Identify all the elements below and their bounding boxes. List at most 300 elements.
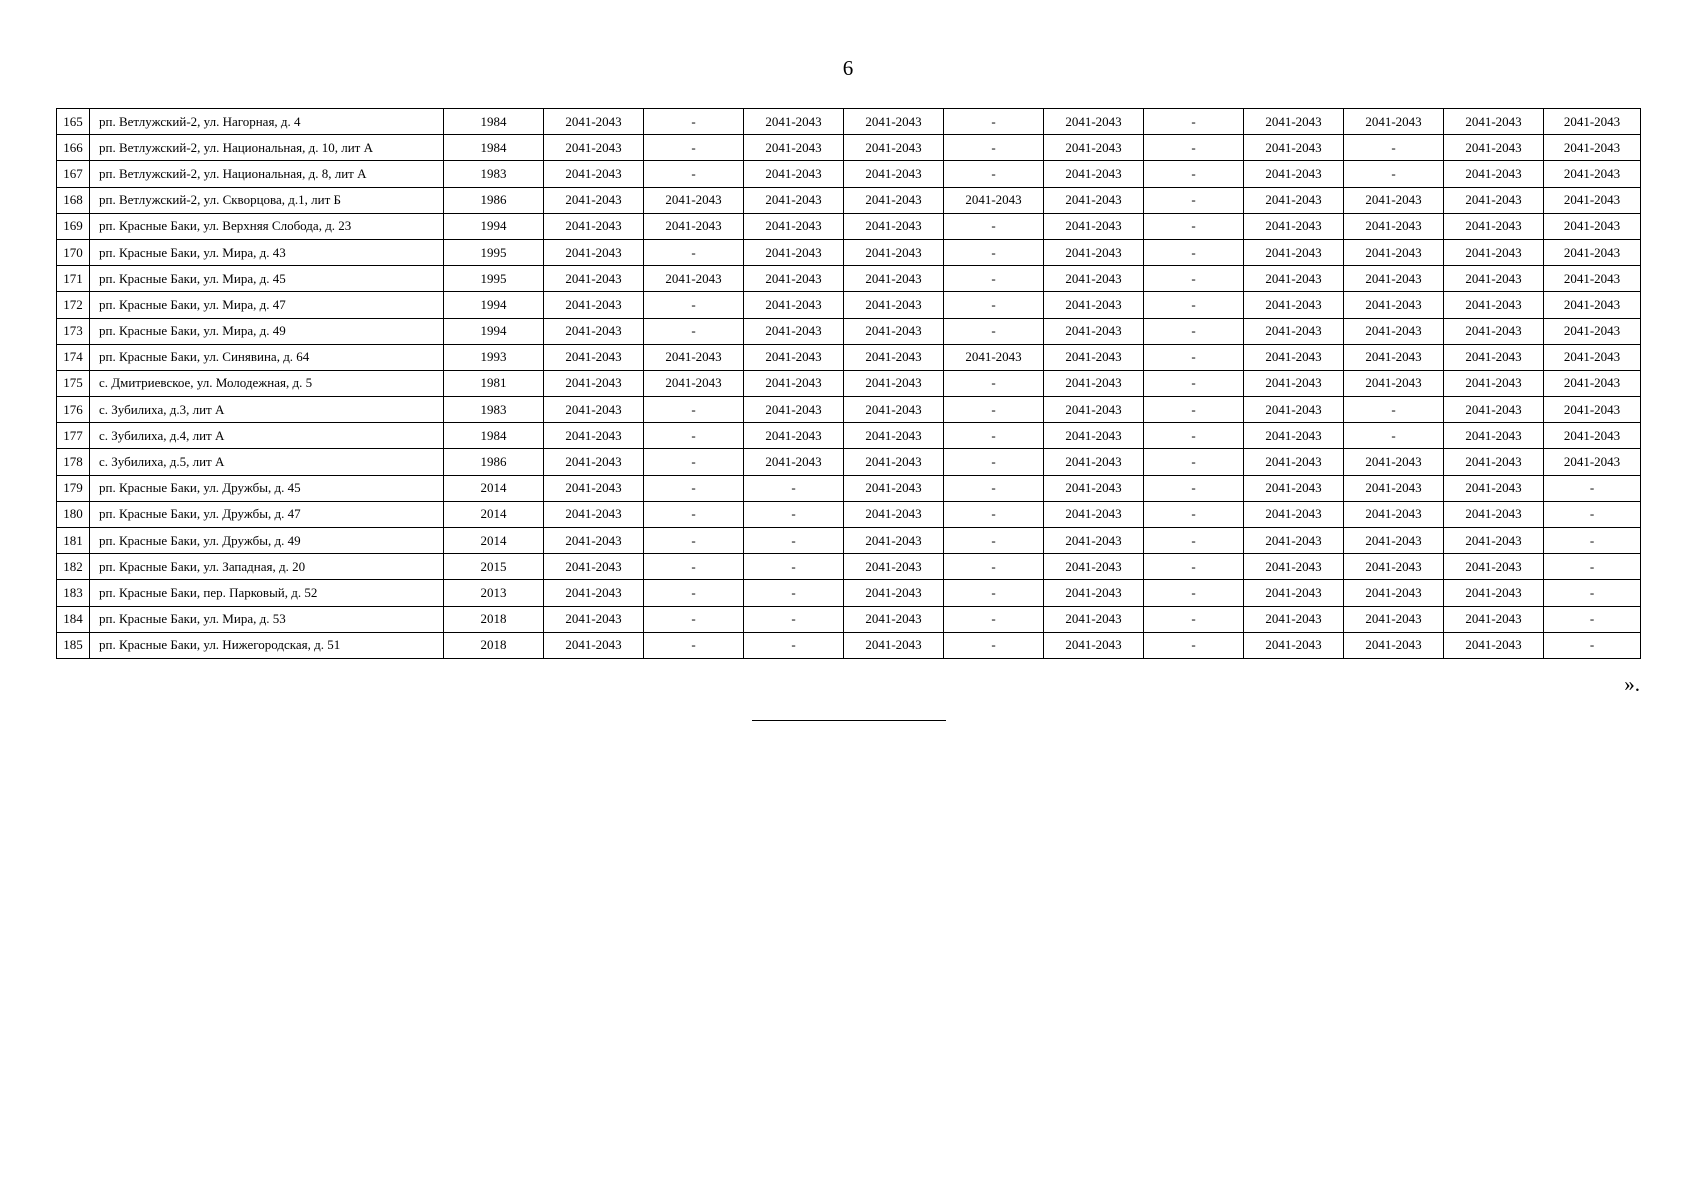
table-row bbox=[57, 397, 1641, 423]
repair-period-cell: 2041-2043 bbox=[844, 606, 944, 632]
repair-period-cell: - bbox=[744, 475, 844, 501]
row-number-cell: 167 bbox=[57, 161, 90, 187]
year-built-cell: 2015 bbox=[444, 554, 544, 580]
repair-period-cell: 2041-2043 bbox=[1444, 606, 1544, 632]
repair-period-cell: - bbox=[744, 528, 844, 554]
repair-period-cell: - bbox=[1144, 580, 1244, 606]
repair-period-cell: 2041-2043 bbox=[844, 213, 944, 239]
repair-period-cell: 2041-2043 bbox=[844, 397, 944, 423]
repair-period-cell: - bbox=[944, 397, 1044, 423]
repair-period-cell: 2041-2043 bbox=[1244, 292, 1344, 318]
table-row bbox=[57, 370, 1641, 396]
address-cell: с. Зубилиха, д.4, лит А bbox=[90, 423, 444, 449]
row-number-cell: 180 bbox=[57, 501, 90, 527]
table-row bbox=[57, 528, 1641, 554]
repair-period-cell: - bbox=[944, 318, 1044, 344]
repair-period-cell: 2041-2043 bbox=[544, 475, 644, 501]
repair-period-cell: 2041-2043 bbox=[1544, 318, 1641, 344]
repair-period-cell: - bbox=[1344, 423, 1444, 449]
address-cell: рп. Красные Баки, ул. Западная, д. 20 bbox=[90, 554, 444, 580]
repair-period-cell: 2041-2043 bbox=[1344, 580, 1444, 606]
repair-period-cell: 2041-2043 bbox=[544, 161, 644, 187]
repair-period-cell: 2041-2043 bbox=[844, 580, 944, 606]
repair-period-cell: 2041-2043 bbox=[1344, 318, 1444, 344]
repair-period-cell: 2041-2043 bbox=[1544, 213, 1641, 239]
row-number-cell: 171 bbox=[57, 266, 90, 292]
repair-period-cell: 2041-2043 bbox=[544, 135, 644, 161]
repair-period-cell: 2041-2043 bbox=[1444, 161, 1544, 187]
repair-period-cell: - bbox=[944, 239, 1044, 265]
table-row bbox=[57, 318, 1641, 344]
repair-period-cell: - bbox=[1144, 606, 1244, 632]
repair-period-cell: 2041-2043 bbox=[1444, 292, 1544, 318]
repair-period-cell: 2041-2043 bbox=[744, 161, 844, 187]
repair-period-cell: 2041-2043 bbox=[844, 161, 944, 187]
year-built-cell: 2013 bbox=[444, 580, 544, 606]
repair-period-cell: 2041-2043 bbox=[544, 318, 644, 344]
page-number: 6 bbox=[842, 56, 854, 80]
repair-period-cell: 2041-2043 bbox=[644, 213, 744, 239]
repair-period-cell: - bbox=[944, 423, 1044, 449]
year-built-cell: 2018 bbox=[444, 632, 544, 658]
address-cell: рп. Красные Баки, ул. Дружбы, д. 45 bbox=[90, 475, 444, 501]
year-built-cell: 1986 bbox=[444, 187, 544, 213]
repair-period-cell: - bbox=[1144, 135, 1244, 161]
address-cell: с. Зубилиха, д.5, лит А bbox=[90, 449, 444, 475]
repair-period-cell: 2041-2043 bbox=[1044, 161, 1144, 187]
repair-period-cell: 2041-2043 bbox=[844, 239, 944, 265]
repair-period-cell: 2041-2043 bbox=[744, 135, 844, 161]
repair-period-cell: - bbox=[744, 606, 844, 632]
year-built-cell: 1984 bbox=[444, 423, 544, 449]
repair-period-cell: - bbox=[644, 580, 744, 606]
row-number-cell: 175 bbox=[57, 370, 90, 396]
repair-period-cell: - bbox=[944, 580, 1044, 606]
address-cell: рп. Красные Баки, пер. Парковый, д. 52 bbox=[90, 580, 444, 606]
repair-period-cell: 2041-2043 bbox=[1444, 580, 1544, 606]
year-built-cell: 2018 bbox=[444, 606, 544, 632]
repair-period-cell: 2041-2043 bbox=[544, 580, 644, 606]
table-row bbox=[57, 449, 1641, 475]
repair-period-cell: - bbox=[1144, 109, 1244, 135]
table-row bbox=[57, 161, 1641, 187]
repair-period-cell: 2041-2043 bbox=[1044, 318, 1144, 344]
address-cell: рп. Ветлужский-2, ул. Нагорная, д. 4 bbox=[90, 109, 444, 135]
row-number-cell: 166 bbox=[57, 135, 90, 161]
repair-period-cell: 2041-2043 bbox=[1244, 554, 1344, 580]
repair-period-cell: - bbox=[1544, 606, 1641, 632]
repair-period-cell: 2041-2043 bbox=[1044, 109, 1144, 135]
repair-period-cell: - bbox=[944, 554, 1044, 580]
repair-period-cell: 2041-2043 bbox=[1244, 580, 1344, 606]
repair-period-cell: - bbox=[1144, 528, 1244, 554]
repair-period-cell: 2041-2043 bbox=[544, 187, 644, 213]
repair-period-cell: 2041-2043 bbox=[744, 292, 844, 318]
repair-period-cell: - bbox=[944, 370, 1044, 396]
repair-period-cell: 2041-2043 bbox=[744, 423, 844, 449]
repair-period-cell: 2041-2043 bbox=[1344, 449, 1444, 475]
repair-period-cell: - bbox=[644, 528, 744, 554]
year-built-cell: 1983 bbox=[444, 397, 544, 423]
table-row bbox=[57, 423, 1641, 449]
address-cell: рп. Красные Баки, ул. Нижегородская, д. 51 bbox=[90, 632, 444, 658]
repair-period-cell: 2041-2043 bbox=[1544, 370, 1641, 396]
repair-period-cell: 2041-2043 bbox=[1244, 344, 1344, 370]
repair-period-cell: 2041-2043 bbox=[1444, 135, 1544, 161]
repair-period-cell: 2041-2043 bbox=[1444, 370, 1544, 396]
repair-period-cell: - bbox=[1144, 449, 1244, 475]
repair-period-cell: 2041-2043 bbox=[1044, 397, 1144, 423]
repair-period-cell: 2041-2043 bbox=[1444, 554, 1544, 580]
year-built-cell: 1994 bbox=[444, 318, 544, 344]
repair-period-cell: 2041-2043 bbox=[744, 370, 844, 396]
address-cell: рп. Красные Баки, ул. Мира, д. 45 bbox=[90, 266, 444, 292]
repair-period-cell: 2041-2043 bbox=[744, 344, 844, 370]
repair-period-cell: - bbox=[1344, 161, 1444, 187]
repair-period-cell: 2041-2043 bbox=[1444, 475, 1544, 501]
repair-period-cell: 2041-2043 bbox=[1544, 344, 1641, 370]
repair-period-cell: - bbox=[944, 449, 1044, 475]
repair-period-cell: - bbox=[1144, 292, 1244, 318]
row-number-cell: 179 bbox=[57, 475, 90, 501]
repair-period-cell: - bbox=[944, 501, 1044, 527]
repair-period-cell: 2041-2043 bbox=[544, 397, 644, 423]
repair-period-cell: 2041-2043 bbox=[844, 318, 944, 344]
address-cell: рп. Ветлужский-2, ул. Национальная, д. 10, лит А bbox=[90, 135, 444, 161]
row-number-cell: 178 bbox=[57, 449, 90, 475]
repair-period-cell: 2041-2043 bbox=[1244, 423, 1344, 449]
repair-period-cell: - bbox=[944, 475, 1044, 501]
repair-period-cell: 2041-2043 bbox=[1344, 344, 1444, 370]
repair-period-cell: 2041-2043 bbox=[1244, 606, 1344, 632]
repair-period-cell: 2041-2043 bbox=[1044, 187, 1144, 213]
address-cell: рп. Красные Баки, ул. Мира, д. 53 bbox=[90, 606, 444, 632]
repair-period-cell: - bbox=[1144, 501, 1244, 527]
repair-period-cell: 2041-2043 bbox=[844, 554, 944, 580]
repair-period-cell: 2041-2043 bbox=[844, 449, 944, 475]
row-number-cell: 181 bbox=[57, 528, 90, 554]
address-cell: рп. Ветлужский-2, ул. Национальная, д. 8, лит А bbox=[90, 161, 444, 187]
repair-period-cell: - bbox=[1144, 554, 1244, 580]
repair-period-cell: - bbox=[1144, 344, 1244, 370]
repair-period-cell: 2041-2043 bbox=[844, 528, 944, 554]
repair-period-cell: 2041-2043 bbox=[844, 292, 944, 318]
repair-period-cell: 2041-2043 bbox=[1444, 187, 1544, 213]
table-row bbox=[57, 501, 1641, 527]
repair-period-cell: - bbox=[644, 501, 744, 527]
repair-period-cell: 2041-2043 bbox=[544, 266, 644, 292]
repair-period-cell: 2041-2043 bbox=[844, 632, 944, 658]
repair-period-cell: 2041-2043 bbox=[744, 187, 844, 213]
repair-period-cell: 2041-2043 bbox=[1044, 501, 1144, 527]
repair-period-cell: 2041-2043 bbox=[1244, 187, 1344, 213]
table-row bbox=[57, 292, 1641, 318]
address-cell: с. Зубилиха, д.3, лит А bbox=[90, 397, 444, 423]
repair-period-cell: 2041-2043 bbox=[544, 213, 644, 239]
repair-period-cell: 2041-2043 bbox=[1444, 266, 1544, 292]
repair-period-cell: 2041-2043 bbox=[544, 606, 644, 632]
repair-period-cell: - bbox=[944, 135, 1044, 161]
repair-period-cell: 2041-2043 bbox=[1444, 318, 1544, 344]
repair-period-cell: 2041-2043 bbox=[1244, 528, 1344, 554]
repair-period-cell: 2041-2043 bbox=[844, 109, 944, 135]
repair-period-cell: 2041-2043 bbox=[544, 528, 644, 554]
repair-period-cell: 2041-2043 bbox=[1244, 161, 1344, 187]
address-cell: рп. Красные Баки, ул. Дружбы, д. 49 bbox=[90, 528, 444, 554]
repair-period-cell: 2041-2043 bbox=[1444, 423, 1544, 449]
repair-period-cell: 2041-2043 bbox=[1344, 501, 1444, 527]
repair-period-cell: - bbox=[744, 501, 844, 527]
repair-period-cell: - bbox=[644, 397, 744, 423]
address-cell: рп. Ветлужский-2, ул. Скворцова, д.1, лит Б bbox=[90, 187, 444, 213]
repair-period-cell: 2041-2043 bbox=[644, 187, 744, 213]
repair-period-cell: - bbox=[944, 161, 1044, 187]
repair-period-cell: 2041-2043 bbox=[1444, 632, 1544, 658]
repair-period-cell: 2041-2043 bbox=[1344, 632, 1444, 658]
repair-period-cell: - bbox=[1144, 632, 1244, 658]
address-cell: рп. Красные Баки, ул. Синявина, д. 64 bbox=[90, 344, 444, 370]
repair-period-cell: 2041-2043 bbox=[1244, 239, 1344, 265]
repair-period-cell: 2041-2043 bbox=[1244, 501, 1344, 527]
repair-period-cell: - bbox=[744, 554, 844, 580]
repair-period-cell: - bbox=[644, 632, 744, 658]
repair-period-cell: 2041-2043 bbox=[844, 135, 944, 161]
repair-period-cell: 2041-2043 bbox=[1044, 475, 1144, 501]
table-row bbox=[57, 606, 1641, 632]
repair-period-cell: - bbox=[1144, 318, 1244, 344]
address-cell: рп. Красные Баки, ул. Верхняя Слобода, д. 23 bbox=[90, 213, 444, 239]
repair-period-cell: 2041-2043 bbox=[1444, 109, 1544, 135]
repair-period-cell: 2041-2043 bbox=[1044, 266, 1144, 292]
repair-period-cell: 2041-2043 bbox=[544, 632, 644, 658]
repair-period-cell: 2041-2043 bbox=[1444, 528, 1544, 554]
repair-period-cell: 2041-2043 bbox=[1444, 501, 1544, 527]
repair-period-cell: 2041-2043 bbox=[1344, 475, 1444, 501]
repair-period-cell: 2041-2043 bbox=[1344, 213, 1444, 239]
repair-period-cell: 2041-2043 bbox=[1044, 292, 1144, 318]
repair-period-cell: - bbox=[944, 606, 1044, 632]
repair-period-cell: - bbox=[744, 580, 844, 606]
repair-period-cell: 2041-2043 bbox=[544, 370, 644, 396]
repair-period-cell: 2041-2043 bbox=[744, 318, 844, 344]
repair-period-cell: 2041-2043 bbox=[744, 449, 844, 475]
repair-period-cell: 2041-2043 bbox=[1244, 632, 1344, 658]
repair-period-cell: 2041-2043 bbox=[1544, 266, 1641, 292]
repair-period-cell: 2041-2043 bbox=[1244, 213, 1344, 239]
year-built-cell: 1995 bbox=[444, 266, 544, 292]
year-built-cell: 2014 bbox=[444, 475, 544, 501]
repair-period-cell: 2041-2043 bbox=[1544, 109, 1641, 135]
repair-period-cell: 2041-2043 bbox=[1244, 318, 1344, 344]
repair-period-cell: - bbox=[1144, 161, 1244, 187]
year-built-cell: 1993 bbox=[444, 344, 544, 370]
table-row bbox=[57, 580, 1641, 606]
table-row bbox=[57, 266, 1641, 292]
table-body bbox=[57, 109, 1641, 659]
repair-period-cell: 2041-2043 bbox=[844, 266, 944, 292]
repair-period-cell: 2041-2043 bbox=[1044, 213, 1144, 239]
repair-period-cell: 2041-2043 bbox=[544, 501, 644, 527]
repair-period-cell: 2041-2043 bbox=[844, 187, 944, 213]
table-row bbox=[57, 632, 1641, 658]
row-number-cell: 169 bbox=[57, 213, 90, 239]
repair-period-cell: 2041-2043 bbox=[1244, 109, 1344, 135]
repair-period-cell: 2041-2043 bbox=[644, 266, 744, 292]
address-cell: с. Дмитриевское, ул. Молодежная, д. 5 bbox=[90, 370, 444, 396]
repair-period-cell: 2041-2043 bbox=[1544, 161, 1641, 187]
table-row bbox=[57, 475, 1641, 501]
repair-period-cell: 2041-2043 bbox=[1344, 606, 1444, 632]
repair-period-cell: 2041-2043 bbox=[744, 213, 844, 239]
repair-period-cell: - bbox=[1144, 266, 1244, 292]
row-number-cell: 184 bbox=[57, 606, 90, 632]
repair-period-cell: 2041-2043 bbox=[1244, 370, 1344, 396]
repair-period-cell: - bbox=[944, 632, 1044, 658]
repair-period-cell: - bbox=[644, 554, 744, 580]
repair-period-cell: - bbox=[644, 449, 744, 475]
buildings-repair-schedule-table bbox=[56, 108, 1641, 659]
end-of-document-rule bbox=[752, 720, 946, 721]
repair-period-cell: 2041-2043 bbox=[1544, 397, 1641, 423]
repair-period-cell: 2041-2043 bbox=[844, 370, 944, 396]
repair-period-cell: 2041-2043 bbox=[1544, 449, 1641, 475]
repair-period-cell: - bbox=[644, 239, 744, 265]
repair-period-cell: - bbox=[1144, 370, 1244, 396]
repair-period-cell: 2041-2043 bbox=[944, 344, 1044, 370]
row-number-cell: 183 bbox=[57, 580, 90, 606]
repair-period-cell: 2041-2043 bbox=[744, 109, 844, 135]
repair-period-cell: 2041-2043 bbox=[1044, 632, 1144, 658]
repair-period-cell: 2041-2043 bbox=[744, 266, 844, 292]
repair-period-cell: - bbox=[644, 292, 744, 318]
repair-period-cell: 2041-2043 bbox=[644, 344, 744, 370]
repair-period-cell: - bbox=[644, 318, 744, 344]
repair-period-cell: 2041-2043 bbox=[1344, 554, 1444, 580]
table-row bbox=[57, 187, 1641, 213]
repair-period-cell: - bbox=[1544, 632, 1641, 658]
address-cell: рп. Красные Баки, ул. Мира, д. 49 bbox=[90, 318, 444, 344]
repair-period-cell: - bbox=[644, 423, 744, 449]
repair-period-cell: 2041-2043 bbox=[1544, 135, 1641, 161]
table-row bbox=[57, 239, 1641, 265]
repair-period-cell: 2041-2043 bbox=[1444, 397, 1544, 423]
year-built-cell: 1994 bbox=[444, 292, 544, 318]
table-row bbox=[57, 213, 1641, 239]
repair-period-cell: - bbox=[1344, 135, 1444, 161]
repair-period-cell: - bbox=[1144, 187, 1244, 213]
repair-period-cell: - bbox=[644, 475, 744, 501]
repair-period-cell: 2041-2043 bbox=[544, 554, 644, 580]
repair-period-cell: 2041-2043 bbox=[1444, 449, 1544, 475]
year-built-cell: 1995 bbox=[444, 239, 544, 265]
repair-period-cell: 2041-2043 bbox=[844, 423, 944, 449]
table-row bbox=[57, 135, 1641, 161]
row-number-cell: 185 bbox=[57, 632, 90, 658]
repair-period-cell: - bbox=[1144, 213, 1244, 239]
repair-period-cell: 2041-2043 bbox=[1344, 292, 1444, 318]
repair-period-cell: 2041-2043 bbox=[1444, 239, 1544, 265]
repair-period-cell: 2041-2043 bbox=[1344, 187, 1444, 213]
table-row bbox=[57, 109, 1641, 135]
repair-period-cell: 2041-2043 bbox=[844, 501, 944, 527]
repair-period-cell: 2041-2043 bbox=[1544, 239, 1641, 265]
repair-period-cell: 2041-2043 bbox=[1044, 528, 1144, 554]
repair-period-cell: 2041-2043 bbox=[1244, 475, 1344, 501]
row-number-cell: 173 bbox=[57, 318, 90, 344]
repair-period-cell: 2041-2043 bbox=[1544, 187, 1641, 213]
year-built-cell: 1981 bbox=[444, 370, 544, 396]
address-cell: рп. Красные Баки, ул. Мира, д. 43 bbox=[90, 239, 444, 265]
repair-period-cell: 2041-2043 bbox=[744, 397, 844, 423]
table-row bbox=[57, 554, 1641, 580]
repair-period-cell: 2041-2043 bbox=[1044, 554, 1144, 580]
address-cell: рп. Красные Баки, ул. Дружбы, д. 47 bbox=[90, 501, 444, 527]
repair-period-cell: 2041-2043 bbox=[1544, 292, 1641, 318]
repair-period-cell: 2041-2043 bbox=[1344, 370, 1444, 396]
repair-period-cell: - bbox=[644, 135, 744, 161]
repair-period-cell: - bbox=[944, 528, 1044, 554]
repair-period-cell: - bbox=[644, 161, 744, 187]
repair-period-cell: 2041-2043 bbox=[544, 292, 644, 318]
row-number-cell: 176 bbox=[57, 397, 90, 423]
year-built-cell: 1984 bbox=[444, 109, 544, 135]
repair-period-cell: - bbox=[944, 109, 1044, 135]
row-number-cell: 170 bbox=[57, 239, 90, 265]
repair-period-cell: 2041-2043 bbox=[1344, 239, 1444, 265]
repair-period-cell: 2041-2043 bbox=[1444, 213, 1544, 239]
closing-quote-mark: ». bbox=[1624, 672, 1640, 696]
repair-period-cell: 2041-2043 bbox=[844, 344, 944, 370]
year-built-cell: 1986 bbox=[444, 449, 544, 475]
repair-period-cell: 2041-2043 bbox=[544, 239, 644, 265]
repair-period-cell: 2041-2043 bbox=[544, 423, 644, 449]
address-cell: рп. Красные Баки, ул. Мира, д. 47 bbox=[90, 292, 444, 318]
year-built-cell: 2014 bbox=[444, 501, 544, 527]
repair-period-cell: 2041-2043 bbox=[1044, 344, 1144, 370]
repair-period-cell: - bbox=[1144, 239, 1244, 265]
repair-period-cell: 2041-2043 bbox=[1444, 344, 1544, 370]
repair-period-cell: - bbox=[944, 266, 1044, 292]
year-built-cell: 2014 bbox=[444, 528, 544, 554]
row-number-cell: 177 bbox=[57, 423, 90, 449]
repair-period-cell: 2041-2043 bbox=[1044, 423, 1144, 449]
repair-period-cell: 2041-2043 bbox=[744, 239, 844, 265]
repair-period-cell: - bbox=[1144, 423, 1244, 449]
repair-period-cell: 2041-2043 bbox=[544, 109, 644, 135]
year-built-cell: 1994 bbox=[444, 213, 544, 239]
repair-period-cell: 2041-2043 bbox=[844, 475, 944, 501]
repair-period-cell: 2041-2043 bbox=[544, 344, 644, 370]
repair-period-cell: - bbox=[944, 292, 1044, 318]
repair-period-cell: 2041-2043 bbox=[1044, 239, 1144, 265]
repair-period-cell: 2041-2043 bbox=[544, 449, 644, 475]
repair-period-cell: - bbox=[1544, 580, 1641, 606]
repair-period-cell: - bbox=[1544, 501, 1641, 527]
repair-period-cell: - bbox=[644, 606, 744, 632]
year-built-cell: 1984 bbox=[444, 135, 544, 161]
repair-period-cell: 2041-2043 bbox=[944, 187, 1044, 213]
repair-period-cell: - bbox=[1144, 475, 1244, 501]
repair-period-cell: 2041-2043 bbox=[1244, 266, 1344, 292]
repair-period-cell: 2041-2043 bbox=[1044, 370, 1144, 396]
repair-period-cell: - bbox=[1544, 554, 1641, 580]
repair-period-cell: 2041-2043 bbox=[1044, 135, 1144, 161]
repair-period-cell: - bbox=[1544, 528, 1641, 554]
repair-period-cell: 2041-2043 bbox=[1244, 135, 1344, 161]
repair-period-cell: - bbox=[1144, 397, 1244, 423]
repair-period-cell: 2041-2043 bbox=[1344, 528, 1444, 554]
repair-period-cell: 2041-2043 bbox=[1044, 580, 1144, 606]
